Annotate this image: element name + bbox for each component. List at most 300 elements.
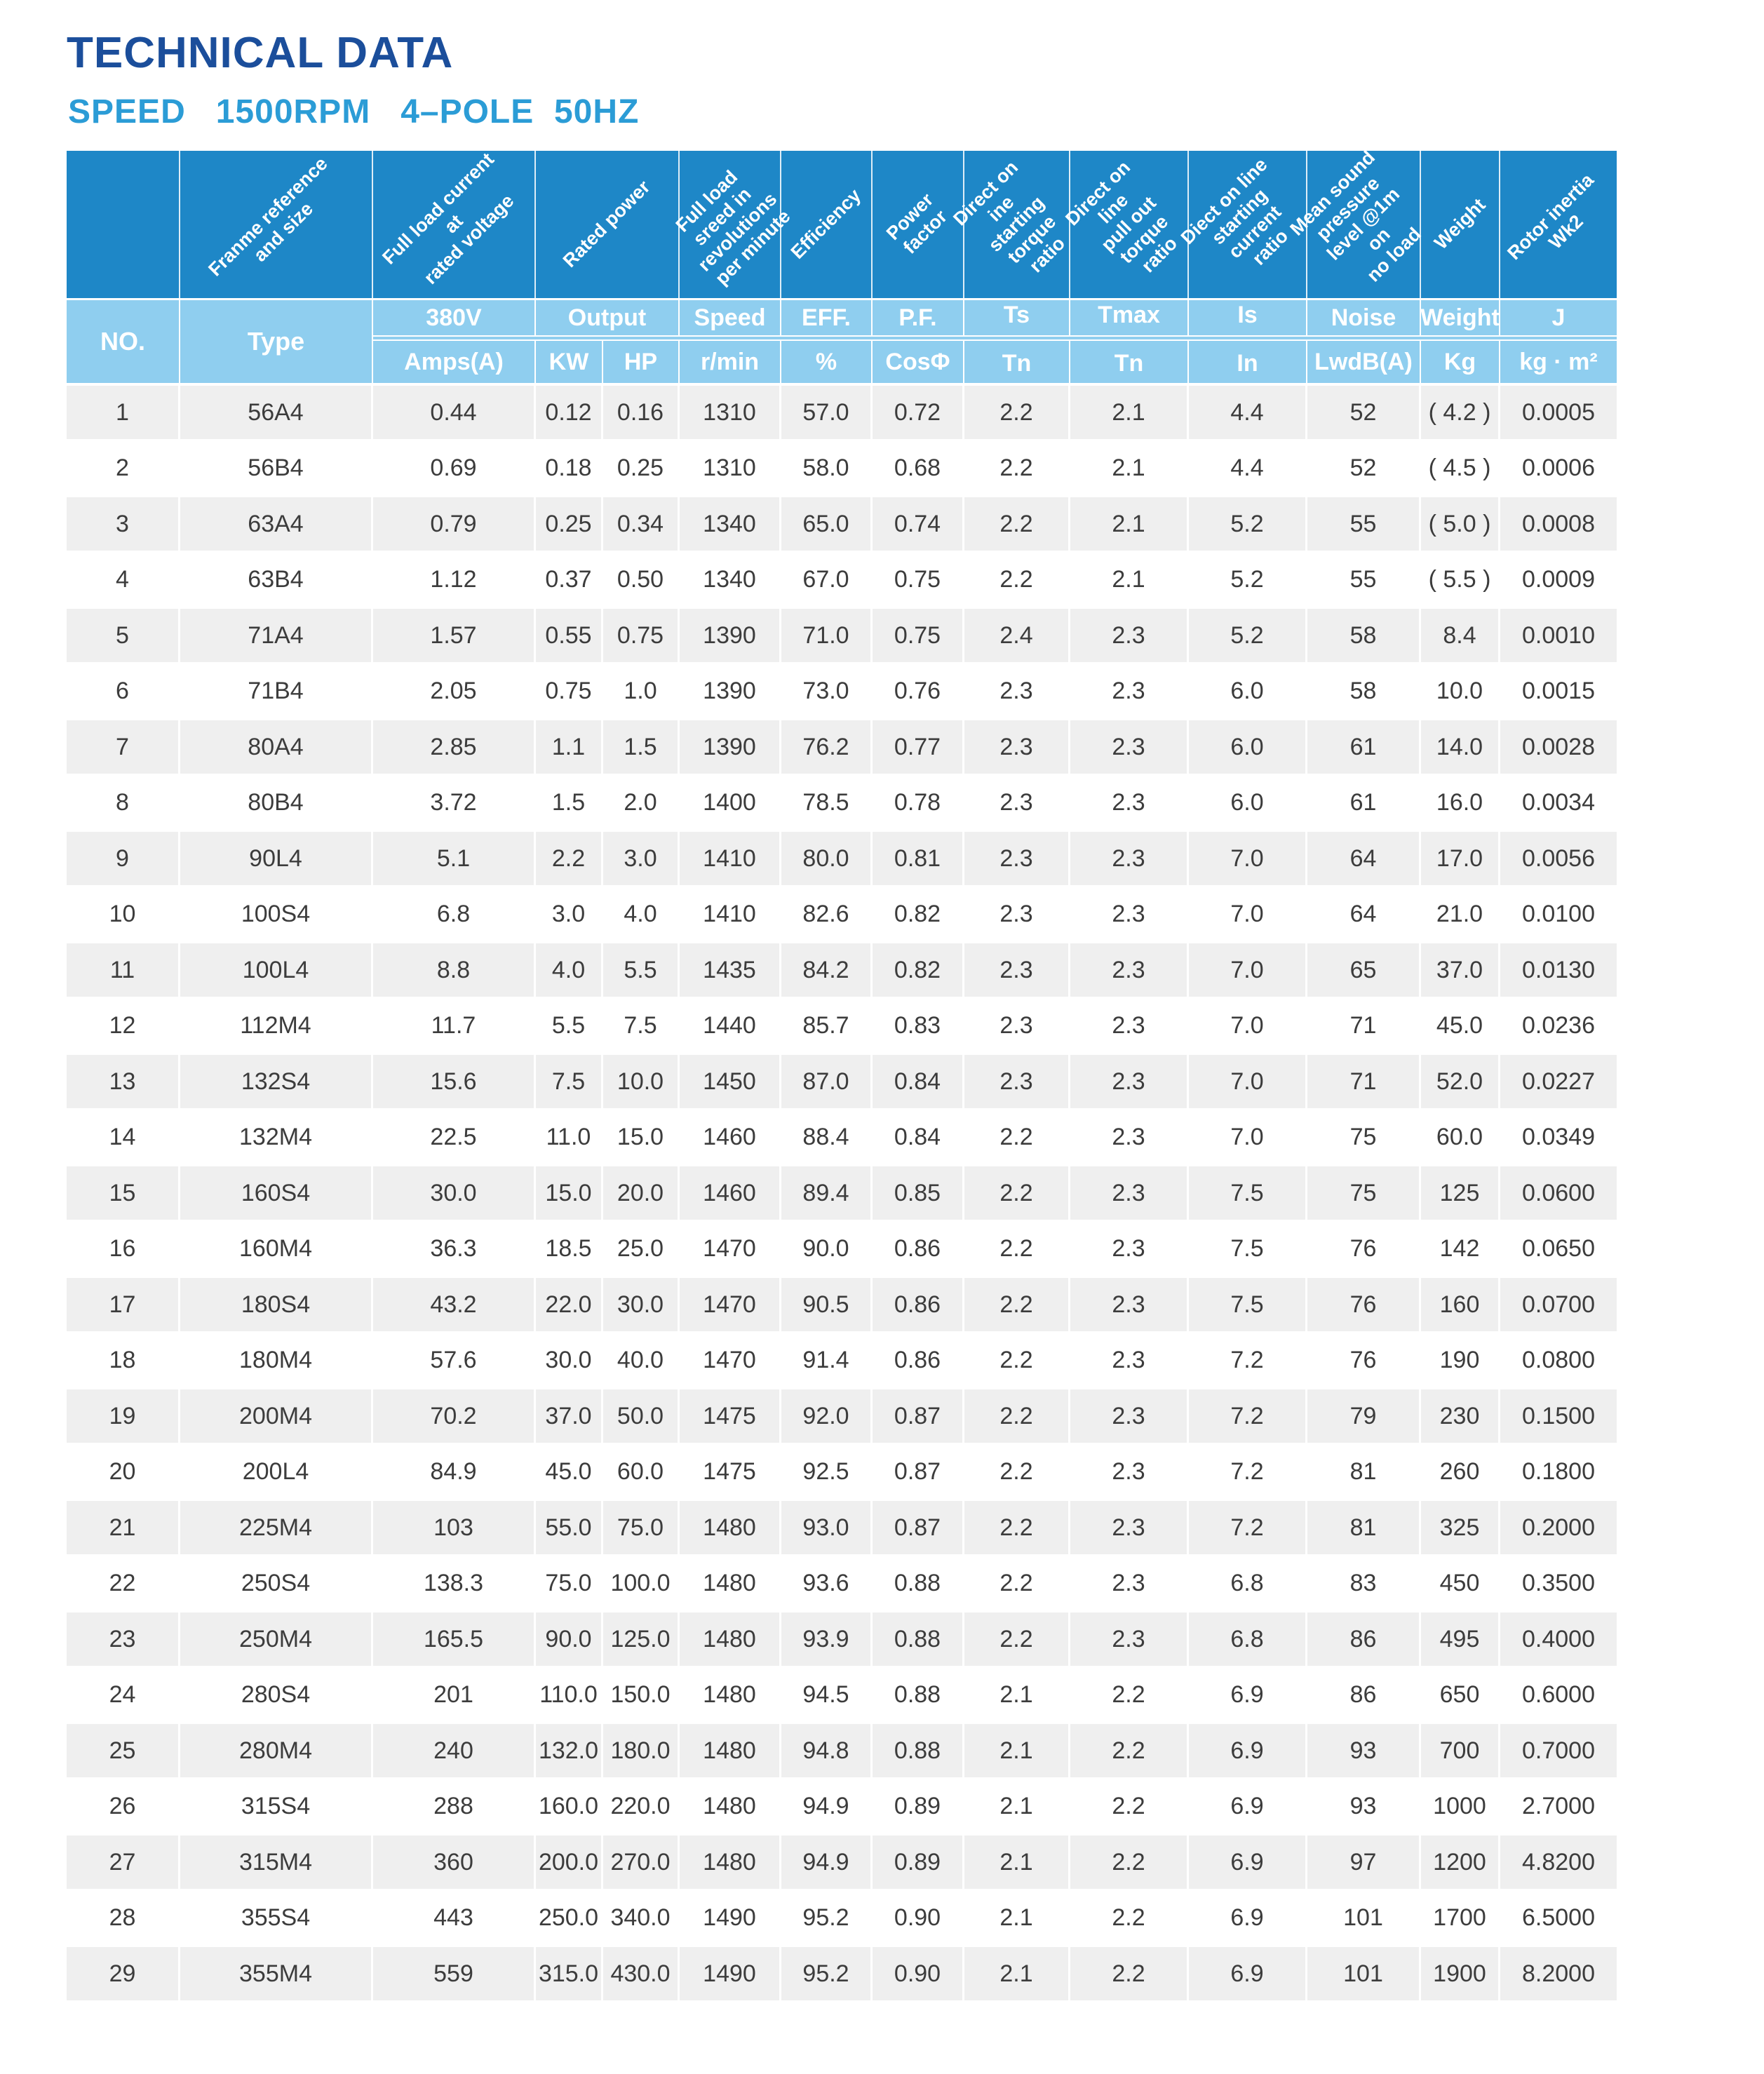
data-cell: 87.0 [781,1055,873,1108]
data-cell: 0.0700 [1522,1291,1595,1318]
data-cell: 2.3 [1070,609,1189,662]
data-cell: 71A4 [180,609,373,662]
data-cell: 4.4 [1189,442,1307,495]
data-cell: 430.0 [603,1947,680,2000]
data-cell: 7.5 [1189,1223,1307,1276]
table-row [67,1389,1617,1443]
data-cell: 1435 [680,943,781,997]
data-cell: 4.4 [1189,386,1307,439]
data-cell: 0.82 [873,943,964,997]
data-cell: 2.3 [1070,1612,1189,1666]
data-cell: 36.3 [373,1223,536,1276]
row-number-cell: 8 [67,776,180,830]
data-cell: 97 [1307,1836,1421,1889]
data-cell: 0.0236 [1522,1012,1595,1039]
data-cell: 73.0 [781,665,873,718]
data-cell: 16.0 [1421,776,1500,830]
table-row [67,1612,1617,1666]
table-row [67,1780,1617,1833]
data-cell: 2.2 [964,1111,1070,1164]
data-cell: 64 [1307,832,1421,885]
data-cell: 2.2 [964,442,1070,495]
data-cell: 0.76 [873,665,964,718]
rotated-header-efficiency [781,151,873,298]
table-row [67,1223,1617,1276]
data-cell: 355S4 [180,1892,373,1945]
col-header-type: Type [180,300,373,383]
data-cell: 4.8200 [1522,1848,1595,1876]
data-cell: 0.87 [873,1389,964,1443]
data-cell: 85.7 [781,999,873,1053]
rotated-header-label: Weight [1429,194,1490,254]
table-row [67,999,1617,1053]
data-cell: 37.0 [1421,943,1500,997]
group-header-tmax: Tmax [1070,300,1189,337]
data-cell: 2.3 [1070,1278,1189,1331]
data-cell: 81 [1307,1501,1421,1554]
data-cell: 0.0005 [1522,398,1595,426]
data-cell: 79 [1307,1389,1421,1443]
data-cell: 2.1 [964,1669,1070,1722]
data-cell: 15.0 [536,1166,603,1220]
data-cell: 1700 [1421,1892,1500,1945]
data-cell: 61 [1307,776,1421,830]
data-cell: 1.5 [536,776,603,830]
data-cell: 7.5 [1189,1278,1307,1331]
data-cell: 0.75 [873,553,964,607]
table-row [67,1557,1617,1610]
data-cell: 2.3 [964,776,1070,830]
data-cell: 94.9 [781,1836,873,1889]
data-cell: 2.3 [1070,776,1189,830]
data-cell: 2.3 [964,832,1070,885]
rotated-header-label: Full load current at rated voltage [378,149,518,289]
data-cell: 160S4 [180,1166,373,1220]
data-cell: 70.2 [373,1389,536,1443]
data-cell: 101 [1307,1892,1421,1945]
rotated-header-label: Direct on line pull out torque ratio [1061,156,1182,277]
row-number-cell: 25 [67,1724,180,1777]
data-cell: 86 [1307,1612,1421,1666]
data-cell: 230 [1421,1389,1500,1443]
data-cell: 7.0 [1189,1055,1307,1108]
data-cell: 1460 [680,1166,781,1220]
row-number-cell: 22 [67,1557,180,1610]
data-cell: 75 [1307,1111,1421,1164]
unit-header-cosphi: CosΦ [873,339,964,383]
data-cell: 2.2 [964,386,1070,439]
row-number-cell: 7 [67,720,180,774]
data-cell: 65 [1307,943,1421,997]
data-cell: 1450 [680,1055,781,1108]
table-row [67,442,1617,495]
data-cell: 1480 [680,1724,781,1777]
row-number-cell: 11 [67,943,180,997]
data-cell: 0.50 [603,553,680,607]
data-cell: 21.0 [1421,888,1500,941]
data-cell: 58 [1307,609,1421,662]
data-cell: 0.34 [603,497,680,551]
data-cell: 2.2 [964,1557,1070,1610]
data-cell: 0.12 [536,386,603,439]
data-cell: 160M4 [180,1223,373,1276]
data-cell: 7.5 [1189,1166,1307,1220]
data-cell: 0.90 [873,1892,964,1945]
data-cell: 0.77 [873,720,964,774]
data-cell: 57.6 [373,1334,536,1387]
data-cell: 0.75 [536,665,603,718]
data-cell: 1200 [1421,1836,1500,1889]
row-number-cell: 10 [67,888,180,941]
data-cell: 0.75 [873,609,964,662]
row-number-cell: 4 [67,553,180,607]
row-number-cell: 23 [67,1612,180,1666]
data-cell: 2.2 [964,1389,1070,1443]
data-cell: 250.0 [536,1892,603,1945]
data-cell: 0.0100 [1522,901,1595,927]
data-cell: ( 4.2 ) [1421,386,1500,439]
data-cell: 84.2 [781,943,873,997]
data-cell: 0.0056 [1522,844,1595,872]
data-cell: 1470 [680,1223,781,1276]
data-cell: 80B4 [180,776,373,830]
data-cell: 0.81 [873,832,964,885]
data-cell: 94.9 [781,1780,873,1833]
row-number-cell: 14 [67,1111,180,1164]
data-cell: 2.2 [1070,1724,1189,1777]
data-cell: 40.0 [603,1334,680,1387]
data-cell: 2.2 [1070,1669,1189,1722]
data-cell: 250M4 [180,1612,373,1666]
unit-header-kgm2: kg · m² [1500,339,1617,383]
rotated-header-label: Diect on line starting current ratio [1176,154,1293,269]
data-cell: 3.72 [373,776,536,830]
rotated-header-label: Mean sound pressure level @1m on no load [1286,147,1426,287]
technical-data-table [67,147,1617,2000]
table-row [67,1166,1617,1220]
data-cell: 0.86 [873,1278,964,1331]
rotated-header-label: Full load sreed in revolutions per minute [671,166,795,289]
row-number-cell: 2 [67,442,180,495]
data-cell: 450 [1421,1557,1500,1610]
data-cell: 0.86 [873,1223,964,1276]
data-cell: 2.7000 [1522,1793,1595,1819]
row-number-cell: 12 [67,999,180,1053]
data-cell: 340.0 [603,1892,680,1945]
data-cell: 1490 [680,1892,781,1945]
row-number-cell: 20 [67,1446,180,1499]
rotated-header-pullout-torque [1061,151,1189,298]
data-cell: 1340 [680,553,781,607]
data-cell: 0.0800 [1522,1347,1595,1373]
data-cell: 75.0 [603,1501,680,1554]
table-row [67,386,1617,439]
data-cell: 2.2 [964,1278,1070,1331]
data-cell: 2.3 [964,999,1070,1053]
data-cell: 93 [1307,1724,1421,1777]
data-cell: 8.4 [1421,609,1500,662]
data-cell: 2.3 [1070,1557,1189,1610]
data-cell: 355M4 [180,1947,373,2000]
unit-header-rmin: r/min [680,339,781,383]
data-cell: 76 [1307,1223,1421,1276]
data-cell: 180M4 [180,1334,373,1387]
data-cell: 270.0 [603,1836,680,1889]
data-cell: 55 [1307,497,1421,551]
data-cell: 11.0 [536,1111,603,1164]
data-cell: 22.5 [373,1111,536,1164]
unit-header-lwdba: LwdB(A) [1307,339,1421,383]
data-cell: 76 [1307,1334,1421,1387]
data-cell: 5.2 [1189,553,1307,607]
data-cell: 95.2 [781,1947,873,2000]
data-cell: 61 [1307,720,1421,774]
data-cell: 37.0 [536,1389,603,1443]
data-cell: 0.79 [373,497,536,551]
data-cell: 2.3 [964,665,1070,718]
data-cell: 110.0 [536,1669,603,1722]
data-cell: 0.0008 [1522,510,1595,537]
data-cell: 0.0130 [1522,956,1595,983]
data-cell: 559 [373,1947,536,2000]
row-number-cell: 18 [67,1334,180,1387]
data-cell: 180S4 [180,1278,373,1331]
data-cell: 1390 [680,609,781,662]
unit-header-kg: Kg [1421,339,1500,383]
group-header-j: J [1500,300,1617,337]
data-cell: 15.0 [603,1111,680,1164]
data-cell: 1470 [680,1278,781,1331]
data-cell: 30.0 [373,1166,536,1220]
data-cell: 1480 [680,1836,781,1889]
data-cell: 55 [1307,553,1421,607]
data-cell: 132M4 [180,1111,373,1164]
data-cell: 43.2 [373,1278,536,1331]
data-cell: 1.0 [603,665,680,718]
data-cell: 220.0 [603,1780,680,1833]
data-cell: 650 [1421,1669,1500,1722]
data-cell: 20.0 [603,1166,680,1220]
data-cell: 0.2000 [1522,1514,1595,1541]
unit-header-percent: % [781,339,873,383]
data-cell: 2.1 [964,1947,1070,2000]
rotated-header-current [373,151,536,298]
data-cell: 92.5 [781,1446,873,1499]
data-cell: 100S4 [180,888,373,941]
data-cell: 1390 [680,665,781,718]
data-cell: 1.12 [373,553,536,607]
group-header-output: Output [536,300,680,337]
data-cell: 0.7000 [1522,1737,1595,1764]
data-cell: 1480 [680,1557,781,1610]
data-cell: 6.9 [1189,1892,1307,1945]
data-cell: 6.9 [1189,1836,1307,1889]
data-cell: 0.69 [373,442,536,495]
data-cell: 5.5 [536,999,603,1053]
data-cell: 2.2 [1070,1947,1189,2000]
data-cell: 2.2 [964,1223,1070,1276]
data-cell: 75 [1307,1166,1421,1220]
column-header-band [67,300,1617,383]
data-cell: 7.0 [1189,943,1307,997]
data-cell: 2.3 [964,943,1070,997]
data-cell: 150.0 [603,1669,680,1722]
data-cell: 0.83 [873,999,964,1053]
data-cell: 280M4 [180,1724,373,1777]
data-cell: 2.2 [1070,1836,1189,1889]
data-cell: 165.5 [373,1612,536,1666]
data-cell: 112M4 [180,999,373,1053]
data-cell: 1490 [680,1947,781,2000]
data-cell: 7.5 [603,999,680,1053]
data-cell: 30.0 [603,1278,680,1331]
data-cell: 1310 [680,442,781,495]
data-cell: 5.1 [373,832,536,885]
data-cell: 0.0010 [1522,621,1595,649]
data-cell: 8.2000 [1522,1960,1595,1987]
data-cell: 142 [1421,1223,1500,1276]
rotated-header-label: Direct on ine starting torque ratio [949,156,1070,277]
data-cell: 101 [1307,1947,1421,2000]
group-header-is: Is [1189,300,1307,337]
table-row [67,1278,1617,1331]
data-cell: 2.3 [1070,1111,1189,1164]
data-cell: 63B4 [180,553,373,607]
data-cell: 190 [1421,1334,1500,1387]
data-cell: 495 [1421,1612,1500,1666]
data-cell: 0.25 [536,497,603,551]
data-cell: 90.0 [781,1223,873,1276]
table-row [67,1724,1617,1777]
data-cell: 0.44 [373,386,536,439]
data-cell: 0.6000 [1522,1681,1595,1708]
data-cell: 0.75 [603,609,680,662]
table-row [67,1836,1617,1889]
data-cell: 5.5 [603,943,680,997]
data-cell: 0.82 [873,888,964,941]
data-cell: 0.4000 [1522,1625,1595,1652]
data-cell: 0.88 [873,1612,964,1666]
data-cell: 2.1 [964,1892,1070,1945]
data-cell: 1480 [680,1612,781,1666]
data-cell: 7.0 [1189,999,1307,1053]
rotated-header-rated-power [536,151,680,298]
data-cell: 0.89 [873,1780,964,1833]
data-cell: 71 [1307,1055,1421,1108]
data-cell: 1470 [680,1334,781,1387]
data-cell: 2.0 [603,776,680,830]
data-cell: 89.4 [781,1166,873,1220]
rotated-header-noise [1286,147,1426,298]
data-cell: 17.0 [1421,832,1500,885]
row-number-cell: 3 [67,497,180,551]
group-header-ts: Ts [964,300,1070,337]
unit-header-amps: Amps(A) [373,339,536,383]
data-cell: 6.0 [1189,665,1307,718]
data-cell: 360 [373,1836,536,1889]
data-cell: 10.0 [603,1055,680,1108]
data-cell: 18.5 [536,1223,603,1276]
data-cell: 1410 [680,832,781,885]
row-number-cell: 16 [67,1223,180,1276]
data-cell: 81 [1307,1446,1421,1499]
data-cell: 71 [1307,999,1421,1053]
rotated-header-label: Efficiency [786,184,866,264]
data-cell: 2.3 [1070,1166,1189,1220]
data-cell: 0.88 [873,1669,964,1722]
data-cell: 67.0 [781,553,873,607]
data-cell: 2.4 [964,609,1070,662]
table-row [67,665,1617,718]
data-cell: 0.88 [873,1724,964,1777]
data-cell: 2.05 [373,665,536,718]
table-row [67,776,1617,830]
data-cell: 100.0 [603,1557,680,1610]
data-cell: 2.2 [964,1334,1070,1387]
table-row [67,888,1617,941]
data-cell: 84.9 [373,1446,536,1499]
rotated-header-speed [671,151,795,298]
data-cell: 6.9 [1189,1947,1307,2000]
data-cell: 11.7 [373,999,536,1053]
data-cell: 1.57 [373,609,536,662]
data-cell: 80A4 [180,720,373,774]
data-cell: 2.3 [1070,832,1189,885]
data-cell: 2.1 [1070,497,1189,551]
data-cell: 7.0 [1189,832,1307,885]
row-number-cell: 13 [67,1055,180,1108]
data-cell: 65.0 [781,497,873,551]
data-cell: 2.3 [1070,1334,1189,1387]
table-row [67,1892,1617,1945]
table-row [67,720,1617,774]
data-cell: 1390 [680,720,781,774]
page-title: TECHNICAL DATA [67,29,454,77]
data-cell: 1.1 [536,720,603,774]
group-header-eff: EFF. [781,300,873,337]
data-cell: 132.0 [536,1724,603,1777]
data-cell: 240 [373,1724,536,1777]
data-cell: 1480 [680,1669,781,1722]
data-cell: 60.0 [1421,1111,1500,1164]
data-cell: 95.2 [781,1892,873,1945]
data-cell: 64 [1307,888,1421,941]
data-cell: 225M4 [180,1501,373,1554]
data-cell: 14.0 [1421,720,1500,774]
data-cell: 2.3 [1070,943,1189,997]
data-cell: 0.84 [873,1111,964,1164]
data-cell: 52 [1307,442,1421,495]
data-cell: 4.0 [603,888,680,941]
data-cell: 2.2 [964,497,1070,551]
data-cell: 7.2 [1189,1501,1307,1554]
data-cell: 63A4 [180,497,373,551]
unit-header-hp: HP [603,339,680,383]
data-cell: 10.0 [1421,665,1500,718]
data-cell: 4.0 [536,943,603,997]
data-cell: 200.0 [536,1836,603,1889]
data-cell: 45.0 [1421,999,1500,1053]
table-row [67,1669,1617,1722]
data-cell: 2.2 [536,832,603,885]
data-cell: 0.0015 [1522,678,1595,704]
data-cell: 2.3 [1070,1389,1189,1443]
rotated-header-label: Franme reference and size [204,152,332,281]
data-cell: 0.0034 [1522,789,1595,816]
data-cell: 7.0 [1189,1111,1307,1164]
data-cell: 90.0 [536,1612,603,1666]
data-cell: 2.3 [1070,1055,1189,1108]
